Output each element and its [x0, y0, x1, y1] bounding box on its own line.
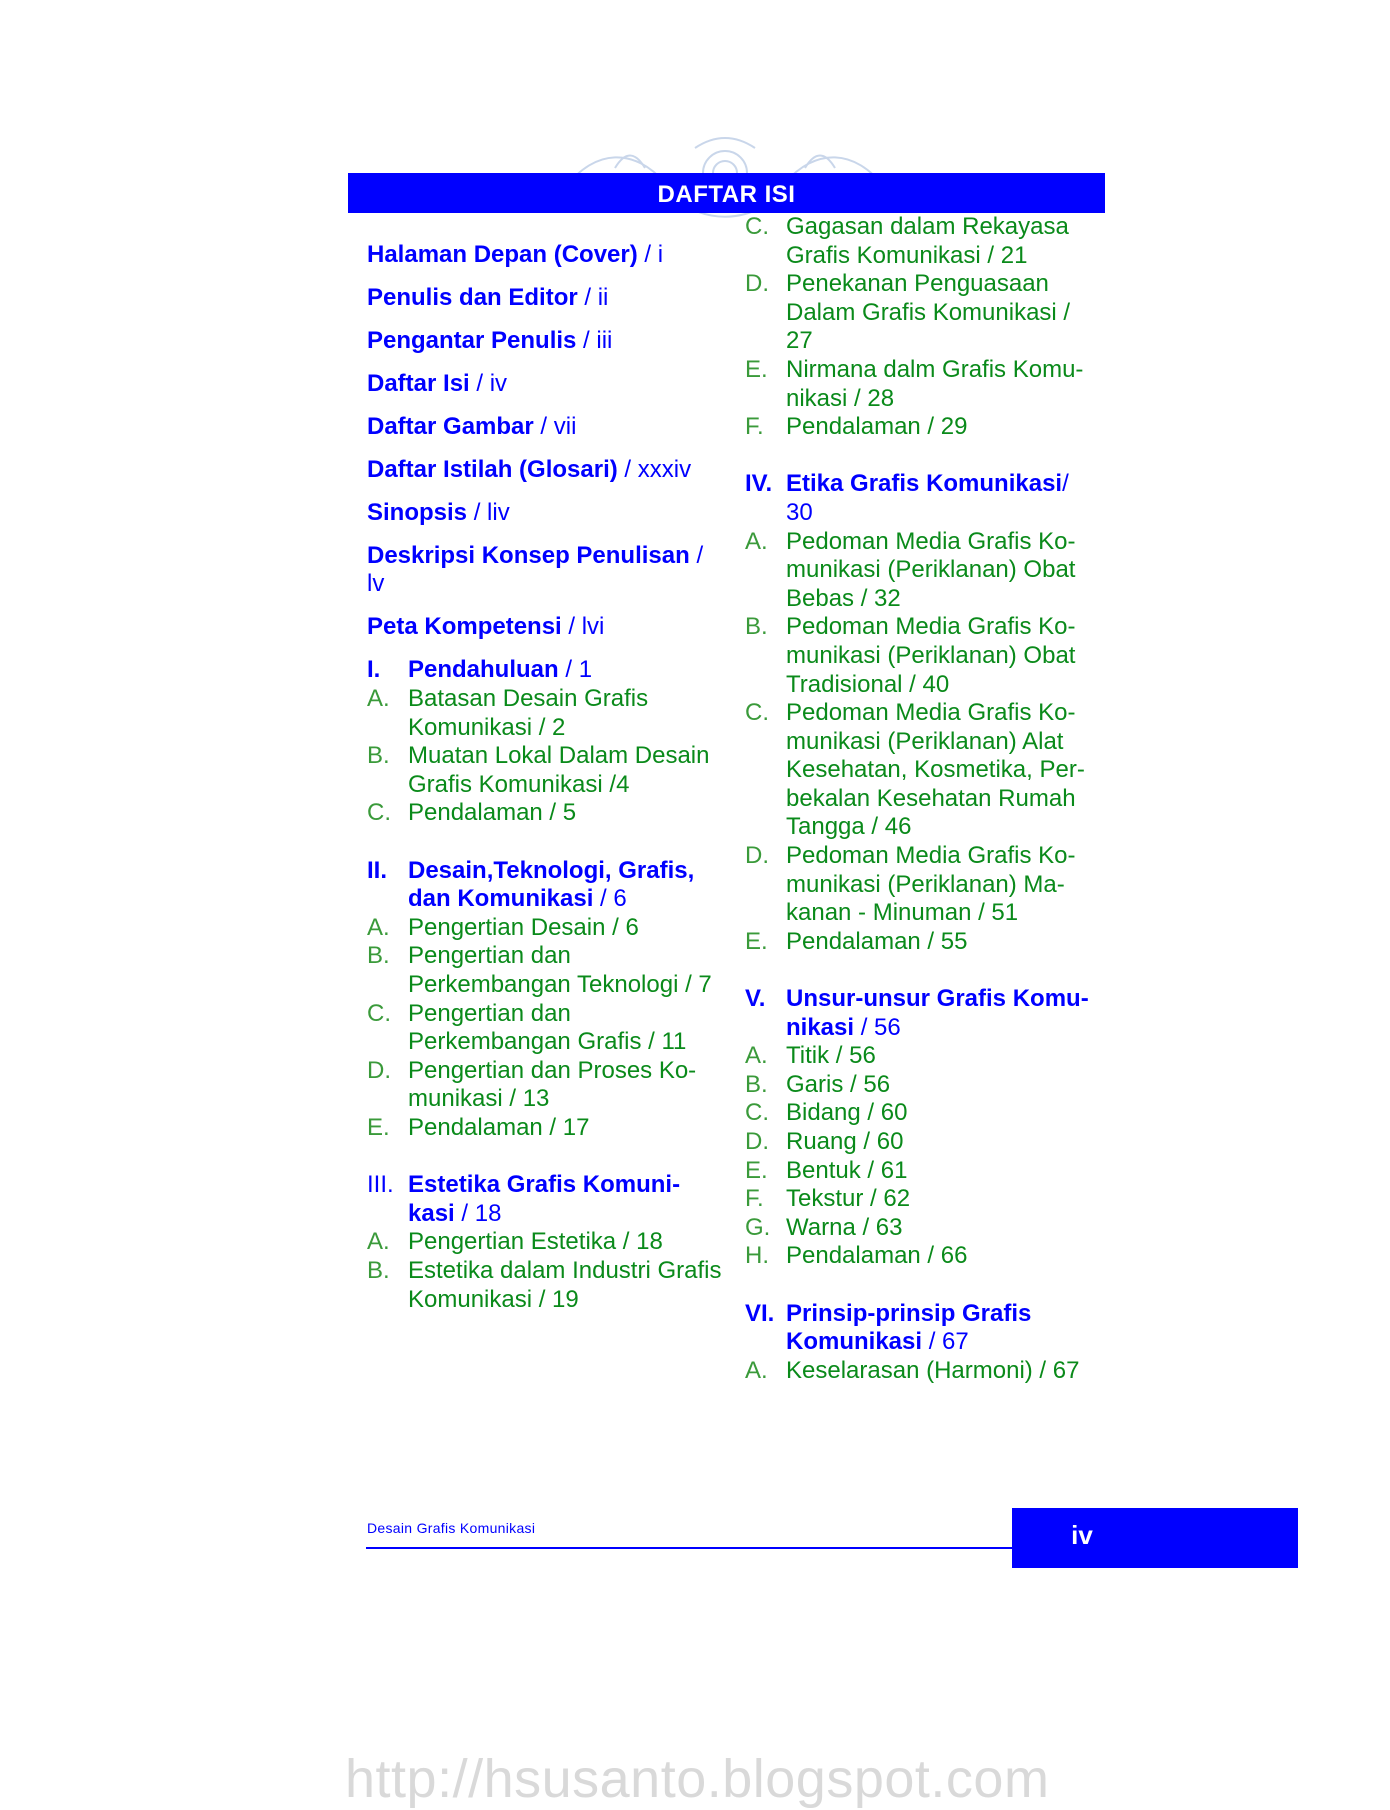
toc-section-letter: F.: [745, 413, 764, 441]
toc-section-text: Pengertian dan Perkembangan Grafis / 11: [408, 999, 687, 1056]
toc-chapter-title: Desain,Teknologi, Grafis, dan Komunikasi: [408, 856, 695, 913]
toc-front-title: Sinopsis: [367, 498, 468, 526]
toc-section-letter: A.: [367, 913, 390, 941]
toc-section-item: [367, 1228, 722, 1257]
page-title: DAFTAR ISI: [657, 181, 796, 208]
toc-section-text: Penekanan Penguasaan Dalam Grafis Komunikasi / 27: [786, 270, 1071, 355]
page-number: iv: [1071, 1520, 1093, 1550]
toc-chapter-number: V.: [745, 985, 766, 1013]
toc-section-item: [745, 213, 1095, 270]
toc-section-item: [745, 528, 1095, 614]
toc-page-ref: / lvi: [561, 613, 605, 641]
toc-chapter-heading: [367, 656, 722, 685]
toc-front-title: Daftar Gambar: [367, 412, 534, 440]
toc-section-text: Pendalaman / 66: [786, 1242, 968, 1270]
toc-section-text: Estetika dalam Industri Grafis Komunikasi / 19: [408, 1256, 722, 1313]
toc-section-letter: B.: [367, 942, 390, 970]
toc-chapter-number: I.: [367, 656, 381, 684]
toc-section-text: Pengertian dan Proses Ko-munikasi / 13: [408, 1056, 697, 1113]
toc-section-letter: E.: [745, 927, 768, 955]
toc-section-item: [745, 1099, 1095, 1128]
toc-section-letter: G.: [745, 1213, 771, 1241]
toc-chapter: [745, 985, 1095, 1271]
toc-chapter-number: VI.: [745, 1299, 775, 1327]
toc-page-ref: / vii: [533, 412, 577, 440]
toc-section-item: [367, 1057, 722, 1114]
toc-front-title: Pengantar Penulis: [367, 326, 577, 354]
toc-page-ref: / 6: [593, 885, 627, 913]
toc-chapter-text: [408, 857, 722, 914]
toc-section-text: Pengertian Desain / 6: [408, 913, 639, 941]
toc-section-item: [745, 1214, 1095, 1243]
toc-section-item: [745, 413, 1095, 442]
toc-chapter-heading: [745, 1300, 1095, 1357]
toc-section-text: Bentuk / 61: [786, 1156, 908, 1184]
toc-page-ref: / liv: [467, 498, 510, 526]
header-bar: [348, 173, 1105, 213]
toc-chapter-text: [786, 470, 1095, 527]
toc-section-letter: A.: [745, 527, 768, 555]
toc-page-ref: / 1: [558, 656, 593, 684]
toc-section-text: Warna / 63: [786, 1213, 903, 1241]
chapter-list-right: [745, 213, 1095, 1385]
toc-chapter: [367, 1171, 722, 1314]
toc-page-ref: / ii: [577, 283, 609, 311]
toc-front-item: [367, 241, 722, 270]
toc-section-item: [745, 1157, 1095, 1186]
toc-chapter-text: [786, 985, 1095, 1042]
toc-section-item: [745, 1185, 1095, 1214]
toc-chapter-heading: [745, 985, 1095, 1042]
toc-section-text: Titik / 56: [786, 1042, 876, 1070]
toc-chapter: [745, 470, 1095, 956]
toc-section-letter: C.: [367, 999, 391, 1027]
toc-page-ref: / iii: [576, 326, 613, 354]
toc-section-text: Pedoman Media Grafis Ko-munikasi (Periklanan) Alat Kesehatan, Kosmetika, Per-bekalan Kesehatan Rumah Tangga / 46: [786, 699, 1085, 841]
toc-section-text: Muatan Lokal Dalam Desain Grafis Komunikasi /4: [408, 742, 710, 798]
footer-divider: [366, 1547, 1012, 1549]
toc-front-item: [367, 370, 722, 399]
toc-section-text: Keselarasan (Harmoni) / 67: [786, 1356, 1080, 1384]
toc-front-title: Daftar Istilah (Glosari): [367, 455, 618, 483]
toc-section-item: [367, 942, 722, 999]
toc-section-text: Garis / 56: [786, 1070, 891, 1098]
toc-front-title: Deskripsi Konsep Penulisan: [367, 541, 690, 569]
toc-page-ref: / 56: [854, 1013, 901, 1041]
toc-section-letter: H.: [745, 1242, 769, 1270]
toc-front-item: [367, 456, 722, 485]
toc-section-item: [745, 699, 1095, 842]
toc-page-ref: / iv: [469, 369, 508, 397]
toc-section-item: [367, 1000, 722, 1057]
toc-chapter-number: III.: [367, 1171, 394, 1199]
toc-section-letter: A.: [745, 1042, 768, 1070]
toc-section-item: [745, 1357, 1095, 1386]
toc-section-item: [367, 742, 722, 799]
toc-section-letter: E.: [367, 1113, 390, 1141]
toc-front-item: [367, 327, 722, 356]
toc-section-letter: A.: [367, 1228, 390, 1256]
toc-section-item: [745, 1128, 1095, 1157]
toc-section-letter: B.: [745, 1070, 768, 1098]
toc-chapter-title: Estetika Grafis Komuni-kasi: [408, 1171, 681, 1227]
toc-section-item: [745, 1042, 1095, 1071]
toc-section-text: Pendalaman / 29: [786, 413, 968, 441]
toc-section-letter: D.: [745, 1128, 769, 1155]
toc-section-item: [745, 842, 1095, 928]
toc-section-letter: F.: [745, 1185, 764, 1213]
toc-front-item: [367, 499, 722, 528]
toc-section-item: [745, 1242, 1095, 1271]
toc-chapter: [745, 1300, 1095, 1386]
toc-front-item: [367, 284, 722, 313]
toc-section-letter: C.: [745, 699, 769, 727]
toc-section-item: [367, 1257, 722, 1314]
toc-chapter: [367, 857, 722, 1143]
toc-page-ref: / 30: [786, 470, 1069, 526]
toc-section-text: Pendalaman / 17: [408, 1113, 590, 1141]
toc-section-letter: E.: [745, 1156, 768, 1184]
toc-section-item: [367, 685, 722, 742]
toc-section-letter: B.: [367, 742, 390, 770]
toc-front-title: Peta Kompetensi: [367, 613, 562, 641]
toc-chapter-text: [408, 656, 592, 685]
toc-section-letter: D.: [745, 270, 769, 298]
toc-section-text: Batasan Desain Grafis Komunikasi / 2: [408, 685, 649, 741]
toc-section-item: [367, 914, 722, 943]
toc-chapter-heading: [367, 857, 722, 914]
page-number-box: [1012, 1508, 1298, 1568]
toc-section-text: Pendalaman / 5: [408, 799, 577, 827]
toc-chapter-number: IV.: [745, 470, 773, 498]
toc-section-letter: B.: [367, 1256, 390, 1284]
toc-section-letter: D.: [745, 842, 769, 870]
toc-front-title: Daftar Isi: [367, 369, 470, 397]
toc-section-letter: A.: [367, 685, 390, 713]
toc-front-title: Penulis dan Editor: [367, 283, 578, 311]
toc-section-letter: C.: [745, 1099, 769, 1127]
toc-section-text: Pedoman Media Grafis Ko-munikasi (Periklanan) Obat Bebas / 32: [786, 527, 1076, 612]
toc-front-item: [367, 413, 722, 442]
toc-section-text: Gagasan dalam Rekayasa Grafis Komunikasi / 21: [786, 213, 1069, 269]
toc-page-ref: / 18: [454, 1199, 502, 1227]
toc-section-item: [367, 1114, 722, 1143]
toc-section-text: Pedoman Media Grafis Ko-munikasi (Periklanan) Ma-kanan - Minuman / 51: [786, 842, 1076, 927]
toc-section-text: Nirmana dalm Grafis Komu-nikasi / 28: [786, 355, 1084, 412]
toc-chapter-title: Pendahuluan: [408, 656, 559, 684]
toc-chapter-title: Unsur-unsur Grafis Komu-nikasi: [786, 985, 1089, 1041]
toc-chapter: [367, 656, 722, 828]
toc-section-letter: C.: [745, 213, 769, 240]
toc-section-text: Pendalaman / 55: [786, 927, 968, 955]
toc-section-text: Bidang / 60: [786, 1099, 908, 1127]
toc-front-item: [367, 613, 722, 642]
toc-left-column: [367, 241, 722, 1314]
toc-section-text: Tekstur / 62: [786, 1185, 911, 1213]
toc-chapter-heading: [745, 470, 1095, 527]
toc-page-ref: / 67: [922, 1328, 969, 1356]
toc-section-letter: E.: [745, 355, 768, 383]
toc-section-item: [745, 270, 1095, 356]
toc-front-title: Halaman Depan (Cover): [367, 241, 638, 268]
toc-front-item: [367, 542, 722, 599]
toc-section-item: [745, 928, 1095, 957]
toc-page-ref: / lv: [367, 541, 704, 598]
toc-right-column: [745, 213, 1095, 1385]
toc-section-letter: D.: [367, 1056, 391, 1084]
toc-section-text: Ruang / 60: [786, 1128, 904, 1155]
toc-chapter: [745, 213, 1095, 442]
toc-chapter-title: Etika Grafis Komunikasi: [786, 470, 1063, 498]
watermark-url: http://hsusanto.blogspot.com: [345, 1749, 1050, 1809]
toc-section-item: [367, 799, 722, 828]
toc-chapter-text: [786, 1300, 1095, 1357]
footer-book-title: Desain Grafis Komunikasi: [367, 1520, 536, 1536]
toc-section-letter: A.: [745, 1356, 768, 1384]
toc-section-text: Pengertian Estetika / 18: [408, 1228, 663, 1256]
toc-section-text: Pengertian dan Perkembangan Teknologi / 7: [408, 942, 712, 998]
chapter-list-left: [367, 656, 722, 1314]
toc-section-item: [745, 356, 1095, 413]
toc-chapter-heading: [367, 1171, 722, 1228]
front-matter-list: [367, 241, 722, 642]
toc-section-text: Pedoman Media Grafis Ko-munikasi (Periklanan) Obat Tradisional / 40: [786, 613, 1076, 698]
toc-section-item: [745, 613, 1095, 699]
toc-section-letter: C.: [367, 799, 391, 827]
toc-chapter-title: Prinsip-prinsip Grafis Komunikasi: [786, 1299, 1032, 1356]
toc-page-ref: / xxxiv: [617, 455, 692, 483]
toc-section-letter: B.: [745, 613, 768, 641]
toc-chapter-text: [408, 1171, 722, 1228]
toc-section-item: [745, 1071, 1095, 1100]
toc-page-ref: / i: [637, 241, 664, 268]
toc-chapter-number: II.: [367, 856, 388, 884]
